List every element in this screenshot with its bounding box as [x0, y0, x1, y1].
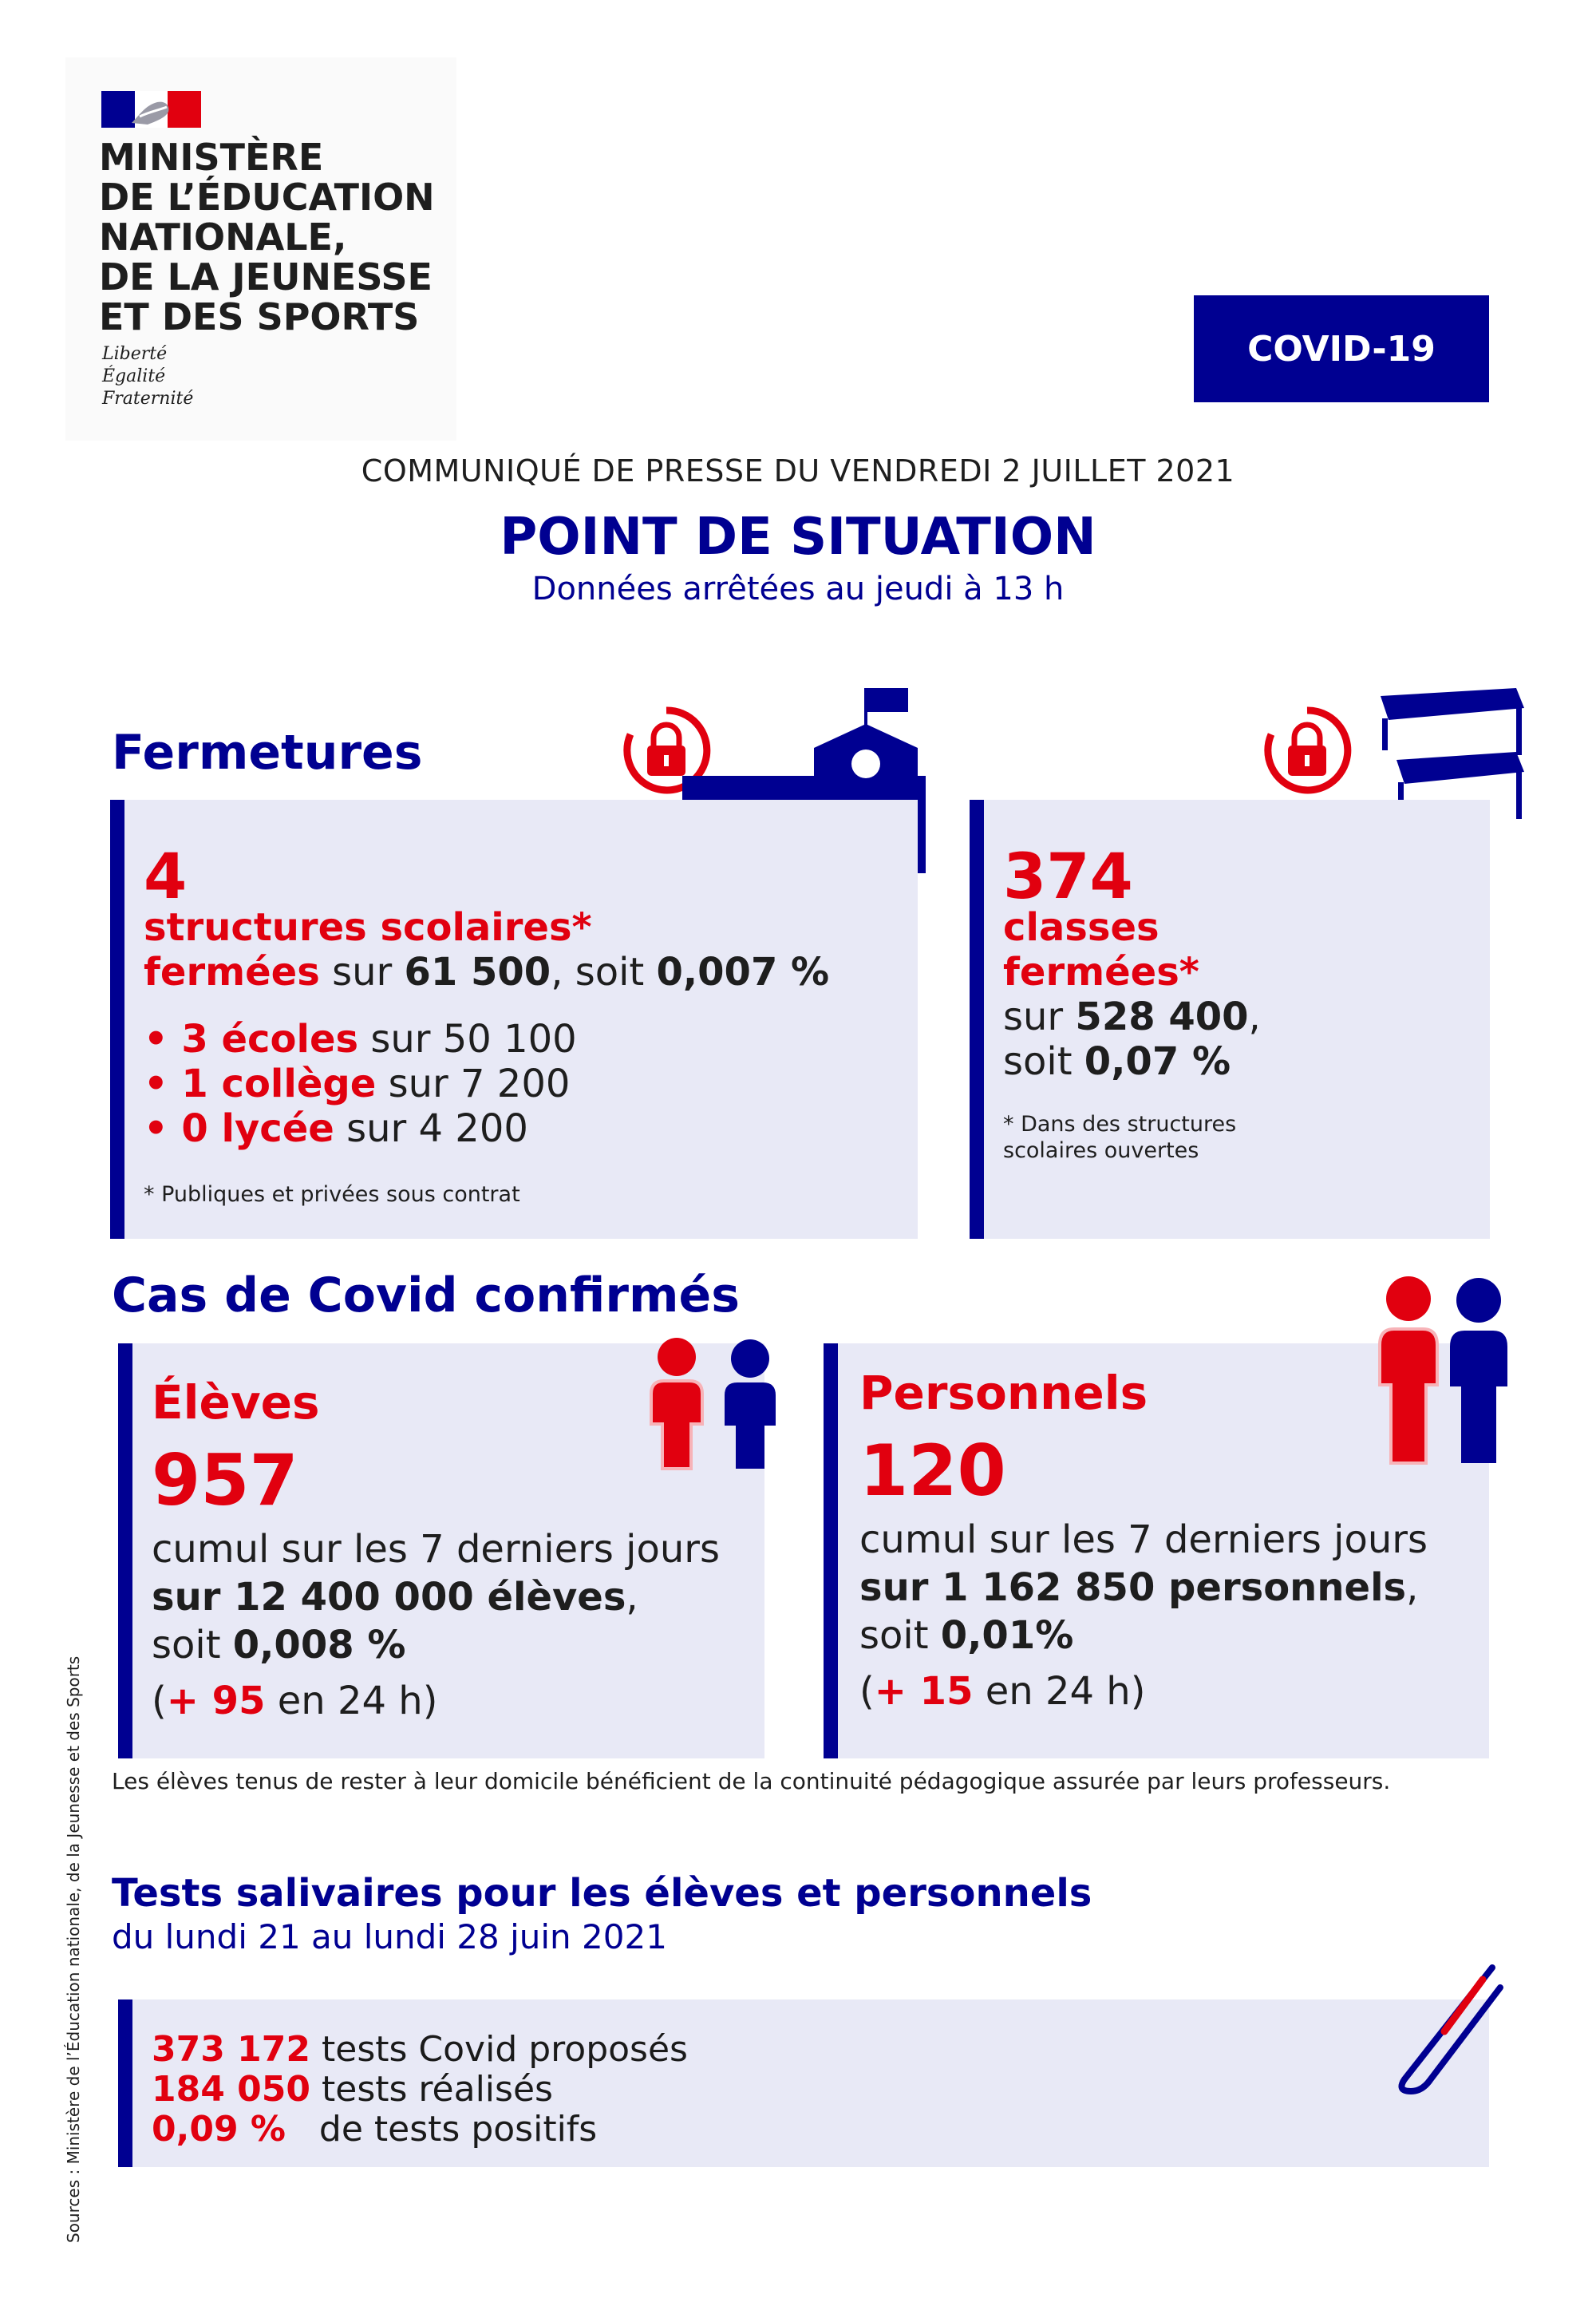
people-icon: [646, 1335, 782, 1470]
ministry-logo: [65, 57, 456, 441]
tests-value: 184 050: [152, 2069, 311, 2110]
marianne-flag-icon: [101, 91, 201, 128]
ministry-line: NATIONALE,: [99, 216, 347, 259]
pupils-heading: Élèves: [152, 1375, 320, 1430]
cumul-label: cumul sur les 7 derniers jours: [859, 1517, 1428, 1562]
tests-list: [152, 2030, 688, 2150]
staff-cases-number: 120: [859, 1430, 1006, 1512]
structures-footnote: * Publiques et privées sous contrat: [144, 1182, 520, 1207]
ministry-line: ET DES SPORTS: [99, 295, 420, 338]
delta-label: en 24 h): [265, 1679, 438, 1723]
card-accent-bar: [970, 800, 984, 1239]
staff-total: sur 1 162 850 personnels: [859, 1565, 1407, 1610]
sur-label: sur: [319, 950, 405, 995]
list-item: [152, 2070, 688, 2110]
tests-value: 0,09 %: [152, 2109, 286, 2150]
footnote-line: scolaires ouvertes: [1003, 1138, 1199, 1163]
comma: ,: [1406, 1565, 1419, 1610]
structures-closed-number: 4: [144, 841, 188, 913]
closures-classes-card: [970, 800, 1490, 1239]
card-accent-bar: [118, 1343, 132, 1758]
classes-label: classes: [1003, 905, 1159, 950]
structures-label: structures scolaires*: [144, 905, 592, 950]
structures-total: 61 500: [404, 950, 551, 995]
staff-delta: [859, 1669, 1145, 1714]
pupils-delta-value: + 95: [166, 1679, 266, 1723]
staff-cases-text: [859, 1516, 1482, 1659]
pupils-cases-number: 957: [152, 1439, 298, 1521]
covid-badge: COVID-19: [1194, 295, 1489, 402]
saliva-swab-icon: [1389, 1964, 1508, 2095]
cumul-label: cumul sur les 7 derniers jours: [152, 1527, 720, 1572]
item-label: 3 écoles: [181, 1017, 359, 1062]
closures-structures-card: [110, 800, 918, 1239]
soit-label: soit: [859, 1613, 941, 1658]
structures-closed-text: [144, 905, 910, 995]
press-release-date: COMMUNIQUÉ DE PRESSE DU VENDREDI 2 JUILLET 2021: [361, 453, 1235, 488]
list-item: [144, 1106, 862, 1151]
tests-period: du lundi 21 au lundi 28 juin 2021: [112, 1917, 667, 1956]
tests-label: de tests positifs: [285, 2109, 598, 2150]
pupils-percent: 0,008 %: [232, 1623, 406, 1667]
list-item: [144, 1017, 862, 1062]
soit-label: soit: [152, 1623, 233, 1667]
closures-section-title: Fermetures: [112, 725, 423, 781]
pupils-cases-text: [152, 1525, 758, 1669]
motto-line: Égalité: [102, 366, 166, 386]
soit-label: soit: [1003, 1039, 1084, 1084]
card-accent-bar: [110, 800, 124, 1239]
bullet: •: [144, 1106, 182, 1151]
delta-label: en 24 h): [973, 1669, 1146, 1714]
tests-value: 373 172: [152, 2029, 311, 2070]
classes-total: 528 400: [1075, 995, 1249, 1039]
continuity-note: Les élèves tenus de rester à leur domicile bénéficient de la continuité pédagogique assurée par leurs professeurs.: [112, 1768, 1391, 1794]
sur-label: sur: [1003, 995, 1076, 1039]
item-label: 1 collège: [181, 1062, 377, 1106]
closed-label: fermées: [144, 950, 320, 995]
classes-closed-label: fermées*: [1003, 950, 1199, 995]
comma: ,: [1248, 995, 1261, 1039]
item-rest: sur 7 200: [376, 1062, 571, 1106]
motto-line: Fraternité: [102, 389, 194, 409]
page-title: POINT DE SITUATION: [500, 508, 1096, 567]
list-item: [152, 2030, 688, 2070]
classes-closed-number: 374: [1003, 841, 1133, 913]
list-item: [144, 1062, 862, 1106]
sources-note: Sources : Ministère de l’Éducation nationale, de la Jeunesse et des Sports: [64, 1655, 83, 2243]
page-subtitle: Données arrêtées au jeudi à 13 h: [531, 571, 1065, 607]
classes-footnote: [1003, 1111, 1236, 1164]
bullet: •: [144, 1062, 182, 1106]
item-label: 0 lycée: [181, 1106, 334, 1151]
ministry-line: MINISTÈRE: [99, 136, 324, 179]
tests-card: [118, 1999, 1489, 2167]
item-rest: sur 4 200: [334, 1106, 528, 1151]
bullet: •: [144, 1017, 182, 1062]
structures-percent: 0,007 %: [656, 950, 830, 995]
cases-section-title: Cas de Covid confirmés: [112, 1268, 740, 1323]
staff-delta-value: + 15: [874, 1669, 974, 1714]
tests-label: tests Covid proposés: [310, 2029, 688, 2070]
staff-heading: Personnels: [859, 1366, 1148, 1420]
footnote-line: * Dans des structures: [1003, 1112, 1237, 1137]
list-item: [152, 2110, 688, 2150]
people-icon: [1377, 1273, 1512, 1465]
classes-closed-text: [1003, 905, 1466, 1084]
pupils-total: sur 12 400 000 élèves: [152, 1575, 626, 1620]
pupils-delta: [152, 1679, 437, 1723]
ministry-line: DE L’ÉDUCATION: [99, 176, 435, 219]
paren: (: [859, 1669, 875, 1714]
classes-percent: 0,07 %: [1084, 1039, 1231, 1084]
structures-breakdown-list: [144, 1017, 862, 1151]
staff-percent: 0,01%: [940, 1613, 1074, 1658]
republic-motto: [102, 343, 193, 410]
comma: ,: [626, 1575, 638, 1620]
paren: (: [152, 1679, 167, 1723]
card-accent-bar: [118, 1999, 132, 2167]
motto-line: Liberté: [102, 344, 168, 364]
tests-label: tests réalisés: [310, 2069, 553, 2110]
item-rest: sur 50 100: [358, 1017, 577, 1062]
ministry-name: [99, 137, 466, 337]
ministry-line: DE LA JEUNESSE: [99, 255, 433, 299]
card-accent-bar: [824, 1343, 838, 1758]
soit-label: , soit: [551, 950, 657, 995]
tests-title: Tests salivaires pour les élèves et personnels: [112, 1871, 1092, 1916]
